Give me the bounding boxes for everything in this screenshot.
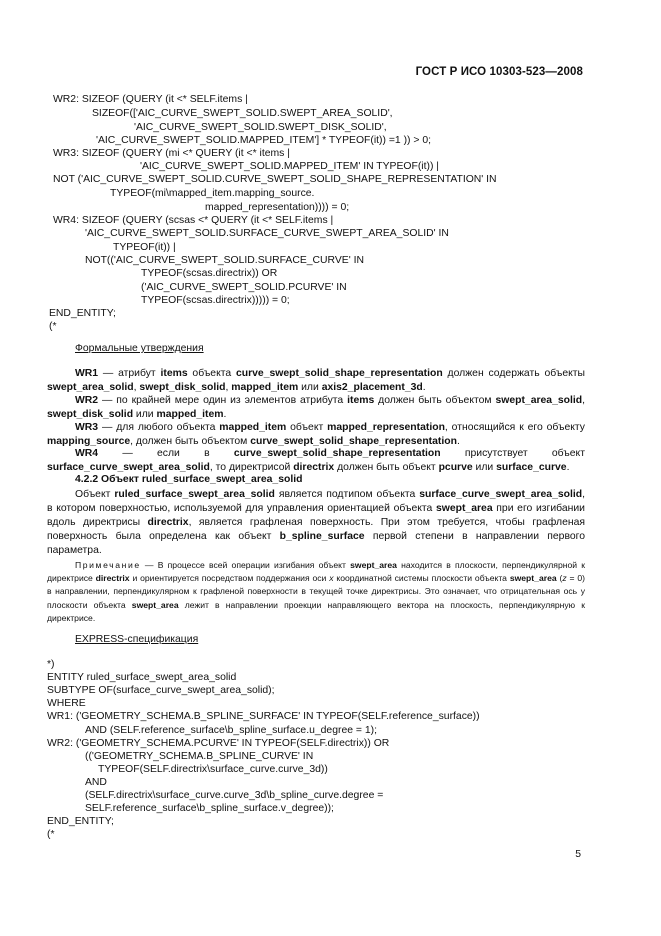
code-line: mapped_representation)))) = 0; xyxy=(205,202,350,213)
code-line: (* xyxy=(49,321,57,332)
page-number: 5 xyxy=(575,849,581,860)
paragraph-wr2: WR2 — по крайней мере один из элементов атрибута items должен быть объектом swept_area_solid, swept_disk_solid или mapped_item. xyxy=(47,395,585,420)
code-line: WR2: ('GEOMETRY_SCHEMA.PCURVE' IN TYPEOF(SELF.directrix)) OR xyxy=(47,738,390,749)
code-line: AND xyxy=(85,777,107,788)
code-line: (* xyxy=(47,829,55,840)
paragraph-wr4: WR4 — если в curve_swept_solid_shape_representation присутствует объект surface_curve_swept_area_solid, то директрисой directrix должен быть объект pcurve или surface_curve. xyxy=(47,448,585,473)
paragraph-wr3: WR3 — для любого объекта mapped_item объект mapped_representation, относящийся к его объекту mapping_source, должен быть объектом curve_swept_solid_shape_representation. xyxy=(47,422,585,447)
code-line: ('AIC_CURVE_SWEPT_SOLID.PCURVE' IN xyxy=(141,282,347,293)
code-line: *) xyxy=(47,659,55,670)
code-line: 'AIC_CURVE_SWEPT_SOLID.MAPPED_ITEM' IN TYPEOF(it)) | xyxy=(140,161,440,172)
code-line: NOT(('AIC_CURVE_SWEPT_SOLID.SURFACE_CURVE' IN xyxy=(85,255,364,266)
note-label: Примечание xyxy=(75,560,141,570)
code-line: (SELF.directrix\surface_curve.curve_3d\b_spline_curve.degree = xyxy=(85,790,384,801)
code-line: 'AIC_CURVE_SWEPT_SOLID.SWEPT_DISK_SOLID', xyxy=(134,122,387,133)
subsection-title: 4.2.2 Объект ruled_surface_swept_area_solid xyxy=(75,474,303,485)
code-line: SUBTYPE OF(surface_curve_swept_area_solid); xyxy=(47,685,275,696)
code-line: AND (SELF.reference_surface\b_spline_surface.u_degree = 1); xyxy=(85,725,377,736)
code-line: TYPEOF(SELF.directrix\surface_curve.curve_3d)) xyxy=(98,764,328,775)
code-line: WR4: SIZEOF (QUERY (scsas <* QUERY (it <* SELF.items | xyxy=(53,215,334,226)
code-line: END_ENTITY; xyxy=(49,308,116,319)
code-line: TYPEOF(it)) | xyxy=(113,242,176,253)
paragraph-description: Объект ruled_surface_swept_area_solid является подтипом объекта surface_curve_swept_area_solid, в котором поверхностью, используемой для управления ориентацией объекта swept_area при его изгибании вдоль директрисы directrix, является графленая поверхность. При этом требуется, чтобы графленая поверхность была определена как объект b_spline_surface первой степени в направлении первого параметра. xyxy=(47,489,586,556)
section-title-formal-rules: Формальные утверждения xyxy=(75,343,204,354)
code-line: ENTITY ruled_surface_swept_area_solid xyxy=(47,672,237,683)
code-line: 'AIC_CURVE_SWEPT_SOLID.MAPPED_ITEM'] * TYPEOF(it)) =1 )) > 0; xyxy=(96,135,432,146)
note: Примечание — В процессе всей операции изгибания объект swept_area находится в плоскости, перпендикулярной к директрисе directrix и ориентируется посредством поддержания оси x координатной системы плоскости объекта swept_area (z = 0) в направлении, перпендикулярном к графленой поверхности в текущей точке директрисы. Это означает, что отрицательная ось y плоскости объекта swept_area лежит в направлении проекции направляющего вектора на плоскость, перпендикулярную к директрисе. xyxy=(47,560,586,623)
code-line: TYPEOF(scsas.directrix)) OR xyxy=(141,268,278,279)
paragraph-wr1: WR1 — атрибут items объекта curve_swept_solid_shape_representation должен содержать объекты swept_area_solid, swept_disk_solid, mapped_item или axis2_placement_3d. xyxy=(47,368,585,393)
code-line: WHERE xyxy=(47,698,86,709)
code-line: WR1: ('GEOMETRY_SCHEMA.B_SPLINE_SURFACE' IN TYPEOF(SELF.reference_surface)) xyxy=(47,711,480,722)
code-line: 'AIC_CURVE_SWEPT_SOLID.SURFACE_CURVE_SWEPT_AREA_SOLID' IN xyxy=(85,228,449,239)
code-line: SIZEOF(['AIC_CURVE_SWEPT_SOLID.SWEPT_AREA_SOLID', xyxy=(92,108,393,119)
code-line: END_ENTITY; xyxy=(47,816,114,827)
document-header: ГОСТ Р ИСО 10303-523—2008 xyxy=(415,66,583,78)
code-line: SELF.reference_surface\b_spline_surface.v_degree)); xyxy=(85,803,334,814)
code-line: WR2: SIZEOF (QUERY (it <* SELF.items | xyxy=(53,94,248,105)
section-title-express: EXPRESS-спецификация xyxy=(75,634,199,645)
code-line: TYPEOF(mi\mapped_item.mapping_source. xyxy=(110,188,315,199)
code-line: WR3: SIZEOF (QUERY (mi <* QUERY (it <* items | xyxy=(53,148,290,159)
code-line: NOT ('AIC_CURVE_SWEPT_SOLID.CURVE_SWEPT_SOLID_SHAPE_REPRESENTATION' IN xyxy=(53,174,497,185)
code-line: (('GEOMETRY_SCHEMA.B_SPLINE_CURVE' IN xyxy=(85,751,314,762)
code-line: TYPEOF(scsas.directrix))))) = 0; xyxy=(141,295,290,306)
